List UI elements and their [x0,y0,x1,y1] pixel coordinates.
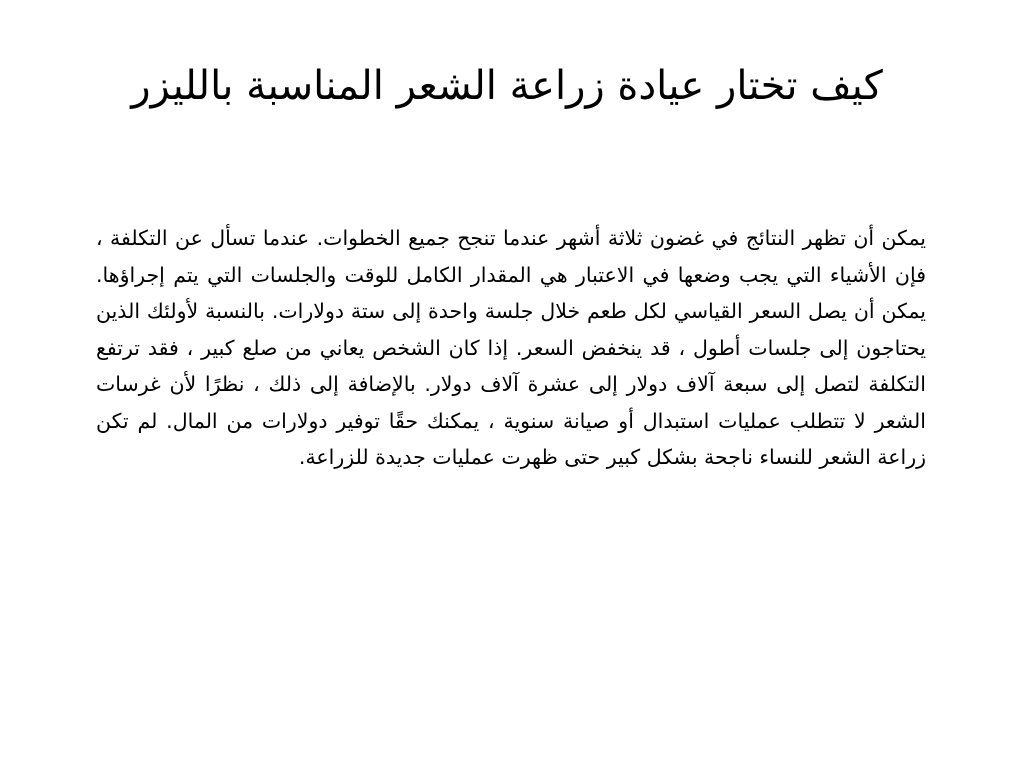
slide-body-text: يمكن أن تظهر النتائج في غضون ثلاثة أشهر عندما تنجح جميع الخطوات. عندما تسأل عن التكلفة ، فإن الأشياء التي يجب وضعها في الاعتبار هي المقدار الكامل للوقت والجلسات التي يتم إجراؤها. يمكن أن يصل السعر القياسي لكل طعم خلال جلسة واحدة إلى ستة دولارات. بالنسبة لأولئك الذين يحتاجون إلى جلسات أطول ، قد ينخفض السعر. إذا كان الشخص يعاني من صلع كبير ، فقد ترتفع التكلفة لتصل إلى سبعة آلاف دولار إلى عشرة آلاف دولار. بالإضافة إلى ذلك ، نظرًا لأن غرسات الشعر لا تتطلب عمليات استبدال أو صيانة سنوية ، يمكنك حقًا توفير دولارات من المال. لم تكن زراعة الشعر للنساء ناجحة بشكل كبير حتى ظهرت عمليات جديدة للزراعة. [96,226,926,469]
slide-title: كيف تختار عيادة زراعة الشعر المناسبة بالليزر [131,63,883,109]
